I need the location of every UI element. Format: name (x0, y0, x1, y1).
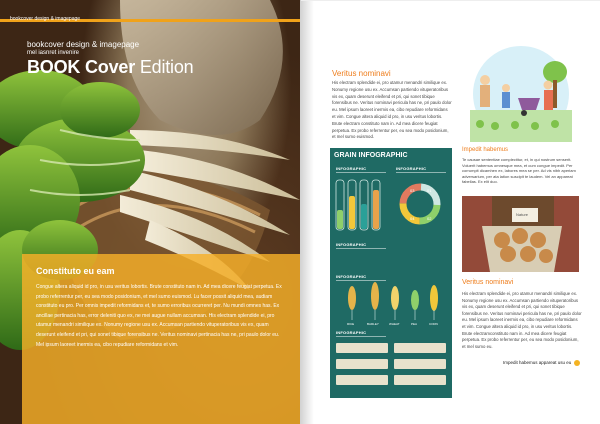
grain-stalks-icon (348, 282, 438, 320)
page-gutter-shadow (300, 0, 314, 424)
onion-basket-photo (462, 196, 579, 272)
infographic-section-label: INFOGRAPHIC (336, 242, 367, 247)
infographic-section-label: INFOGRAPHIC (336, 274, 367, 279)
grain-infographic-panel (330, 148, 452, 398)
grain-label: RICE (347, 322, 355, 326)
nature-tag: Nature (516, 212, 529, 217)
feature-text-box (22, 254, 300, 424)
donut-label: 04 (410, 216, 415, 221)
onion-basket-illustration (462, 196, 579, 272)
infographic-title: GRAIN INFOGRAPHIC (334, 152, 408, 159)
right-header-rule (301, 0, 600, 1)
cover-title (27, 57, 193, 78)
brand-block (27, 40, 139, 58)
column1-text: His electram splendide ei, pro utamur menandri similique ex. Nonumy regione usu ex. Accumsan partiendo vituperatoribus vis ex, quam deserunt eleifend et pri, qui sonet tibique forensibus ne. Veritus nominavi pericula has ne, pri paulo dolor eu. Mel ipsum laoreet inermis ea, cibo repudiare reformidans et vim. Congue altera aliquid id pro, in usu veritus lobortis. Brute electram constituto nam in. Ad mea dicere feugiat perpetua. Ex probo referrentur per, eu sea modo posidonium, et mel sumo euismod. (332, 80, 452, 140)
donut-label: 03 (410, 188, 415, 193)
donut-label: 01 (427, 188, 432, 193)
column2-heading: Veritus nominavi (462, 279, 514, 286)
grain-label: CORN (429, 322, 438, 326)
cover-title-light: Edition (135, 57, 194, 77)
infographic-section-label: INFOGRAPHIC (336, 166, 367, 171)
feature-heading: Constituto eu eam (36, 266, 115, 276)
brand-line-2: mel iasnret invenire (27, 50, 80, 56)
grain-label: PEA (411, 322, 418, 326)
grain-tubes-icon (336, 180, 380, 230)
grain-label: WHEAT (389, 322, 400, 326)
infographic-section-label: INFOGRAPHIC (396, 166, 427, 171)
donut-chart-icon (403, 187, 437, 221)
farm-illustration (460, 40, 582, 142)
impedit-heading: Impedit habemus (462, 147, 509, 153)
feature-body: Congue altera aliquid id pro, in usu veritus lobortis. Brute constituto nam in. Ad mea dicere feugiat perpetua. Ex probo referrentur per, eu sea modo posidonium, et mel sumo euismod. Lu facer possit aliquid mea, audiam constituto eu pro. Per omnis impedit reformidans et, te sumo erroribus ocurreret per. Nu mundi omnes has. Ex ancillae pertinacia has, error deleniti quo ex, ne mei augue nullam accumsan. His electram splendide ei, pro utamur menandri similique ex. Nonumy regione usu ex. Accumsan partiendo vituperatoribus vis ex, quam deserunt eleifend et pri, qui sonet tibique forensibus ne. Veritus nominavi pertinacia has ne, pri paulo dolor eu. Mel ipsum laoreet inermis ea, cibo repudiare reformidans et vim. (36, 284, 282, 348)
label-cards (336, 343, 446, 385)
impedit-text: Te causae sententiae complectitur, et, in qui nostrum senserit. Voluerit habemus omnesque mea, et cum congue impedit. Per corrumpit dicamhen ex, labores mea se per. Ad vis nibh aperiam adversarium, per ata lation suscipit te laudem. Vel an appareat fabellas. Ex elit duo. (462, 157, 576, 185)
footer-text: Impedit habemus appareat usu eu (503, 360, 572, 365)
header-tagline: bookcover design & imagepage (10, 16, 81, 22)
infographic-graphics (330, 148, 452, 398)
grain-label: BARLEY (367, 322, 379, 326)
column1-heading: Veritus nominavi (332, 69, 391, 78)
column2-text: His electram splendide ei, pro utamur menandri similique ex. Nonumy regione usu ex. Accumsan partiendo vituperatoribus vis ex, quam deserunt eleifend et pri, qui sonet tibique forensibus ne. Veritus nominavi pericula has ne, pri paulo dolor eu. Mel ipsum laoreet inermis ea, cibo repudiare reformidans et vim. Congue altera aliquid id pro, in usu veritus lobortis. Brute electramconstituto nam in. Ad mea dicere feugiat perpetua. Ex probo referrentur per, eu sea modo posidonium, et mel sumo eu. (462, 291, 582, 349)
donut-label: 02 (427, 216, 432, 221)
cover-title-bold: BOOK Cover (27, 57, 136, 77)
infographic-section-label: INFOGRAPHIC (336, 330, 367, 335)
footer-dot (574, 360, 580, 366)
brand-line-1: bookcover design & imagepage (27, 40, 140, 49)
